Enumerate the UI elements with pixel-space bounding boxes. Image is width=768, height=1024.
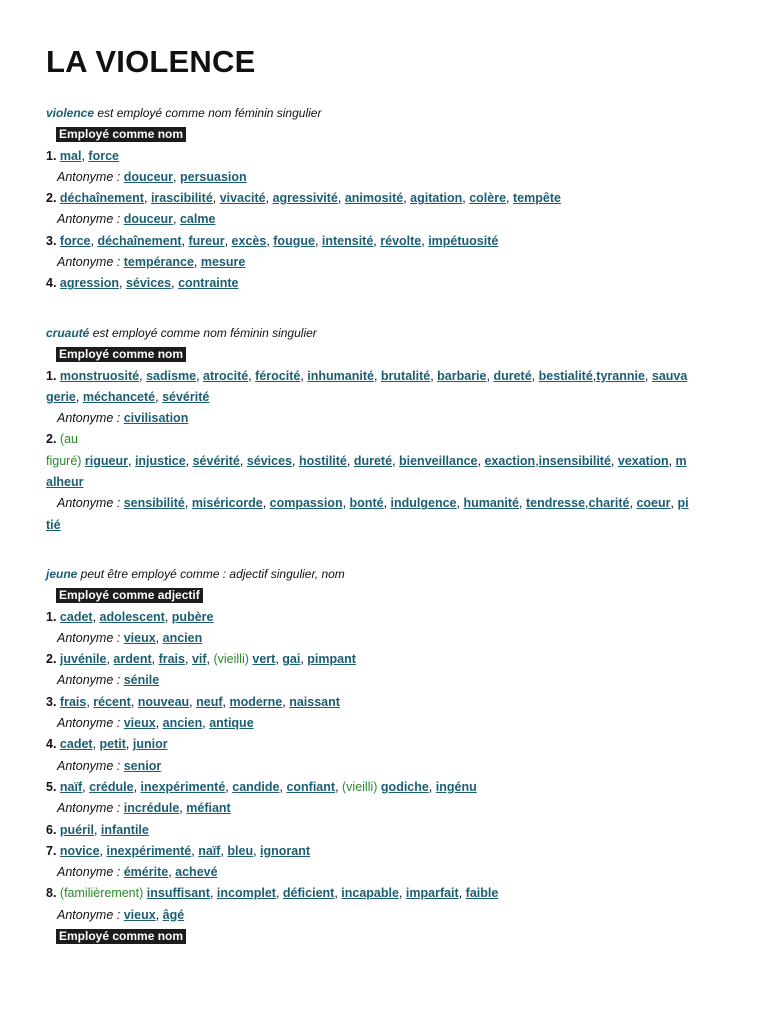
synonym-link[interactable]: frais bbox=[59, 694, 87, 709]
antonym-label: Antonyme : bbox=[57, 630, 121, 645]
synonym-link[interactable]: junior bbox=[132, 737, 168, 752]
synonym-link[interactable]: sauva bbox=[651, 368, 688, 383]
synonym-link[interactable]: méchanceté bbox=[82, 389, 156, 404]
antonym-label: Antonyme : bbox=[57, 255, 121, 270]
antonym-link[interactable]: tempérance bbox=[123, 255, 194, 270]
synonym-link[interactable]: intensité bbox=[321, 233, 374, 248]
definition-row: 7. novice, inexpérimenté, naïf, bleu, ignorant bbox=[46, 843, 311, 858]
antonym-link[interactable]: tendresse bbox=[525, 496, 586, 511]
antonym-link[interactable]: persuasion bbox=[179, 169, 247, 184]
synonym-link[interactable]: insuffisant bbox=[146, 886, 210, 901]
antonym-link[interactable]: antique bbox=[209, 716, 254, 731]
definition-number: 4. bbox=[46, 276, 57, 291]
synonym-link[interactable]: atrocité bbox=[203, 368, 249, 383]
synonym-link[interactable]: vif bbox=[191, 652, 207, 667]
synonym-link[interactable]: bienveillance bbox=[399, 453, 478, 468]
usage-row bbox=[46, 585, 726, 606]
antonym-link[interactable]: achevé bbox=[175, 865, 218, 880]
definition-row: 5. naïf, crédule, inexpérimenté, candide, confiant, (vieilli) godiche, ingénu bbox=[46, 779, 477, 794]
usage-badge: Employé comme nom bbox=[56, 347, 186, 362]
entry-violence bbox=[46, 103, 726, 295]
synonym-link[interactable]: sévices bbox=[125, 276, 172, 291]
antonym-label: Antonyme : bbox=[57, 169, 121, 184]
antonym-link[interactable]: coeur bbox=[636, 496, 671, 511]
synonym-link[interactable]: fougue bbox=[273, 233, 315, 248]
synonym-link[interactable]: révolte bbox=[380, 233, 422, 248]
synonym-link[interactable]: agressivité bbox=[272, 191, 338, 206]
usage-badge: Employé comme nom bbox=[56, 929, 186, 944]
synonym-link[interactable]: ignorant bbox=[260, 843, 311, 858]
synonym-link[interactable]: déficient bbox=[282, 886, 335, 901]
entry-jeune bbox=[46, 564, 726, 947]
synonym-link[interactable]: petit bbox=[99, 737, 126, 752]
antonym-link[interactable]: compassion bbox=[269, 496, 343, 511]
entry-intro: cruauté est employé comme nom féminin singulier bbox=[46, 326, 317, 340]
definition-row: 3. force, déchaînement, fureur, excès, fougue, intensité, révolte, impétuosité bbox=[46, 233, 499, 248]
synonym-link[interactable]: excès bbox=[231, 233, 267, 248]
antonym-link[interactable]: douceur bbox=[123, 169, 174, 184]
synonym-link[interactable]: bestialité bbox=[538, 368, 593, 383]
usage-row bbox=[46, 344, 726, 365]
antonym-label: Antonyme : bbox=[57, 865, 121, 880]
synonym-link[interactable]: contrainte bbox=[178, 276, 239, 291]
antonym-row bbox=[46, 756, 726, 777]
synonym-link[interactable]: juvénile bbox=[59, 652, 107, 667]
synonym-link[interactable]: sévérité bbox=[192, 453, 240, 468]
definition-row: 1. mal, force bbox=[46, 148, 119, 163]
synonym-link[interactable]: déchaînement bbox=[59, 191, 144, 206]
synonym-link[interactable]: mal bbox=[59, 148, 82, 163]
antonym-link[interactable]: méfiant bbox=[186, 801, 231, 816]
synonym-link[interactable]: impétuosité bbox=[428, 233, 499, 248]
synonym-link[interactable]: crédule bbox=[89, 779, 134, 794]
definition-row: gerie, méchanceté, sévérité bbox=[46, 389, 210, 404]
definition-row: 2. (au bbox=[46, 432, 78, 447]
antonym-link[interactable]: bonté bbox=[349, 496, 384, 511]
synonym-link[interactable]: tyrannie bbox=[596, 368, 645, 383]
antonym-label: Antonyme : bbox=[57, 758, 121, 773]
antonym-link[interactable]: indulgence bbox=[390, 496, 457, 511]
antonym-row: Antonyme : douceur, persuasion bbox=[57, 169, 247, 184]
definition-row: 8. (familièrement) insuffisant, incomplet, déficient, incapable, imparfait, faible bbox=[46, 886, 499, 901]
definition-number: 3. bbox=[46, 694, 57, 709]
usage-badge: Employé comme nom bbox=[56, 127, 186, 142]
synonym-link[interactable]: incapable bbox=[341, 886, 399, 901]
synonym-link[interactable]: naissant bbox=[289, 694, 340, 709]
synonym-link[interactable]: neuf bbox=[196, 694, 223, 709]
definition-number: 1. bbox=[46, 609, 57, 624]
antonym-link[interactable]: calme bbox=[179, 212, 216, 227]
synonym-link[interactable]: inexpérimenté bbox=[140, 779, 226, 794]
synonym-link[interactable]: irascibilité bbox=[150, 191, 213, 206]
antonym-row: Antonyme : émérite, achevé bbox=[57, 865, 218, 880]
antonym-row: Antonyme : vieux, ancien, antique bbox=[57, 716, 254, 731]
definition-row: 3. frais, récent, nouveau, neuf, moderne, naissant bbox=[46, 694, 340, 709]
definition-row: 2. juvénile, ardent, frais, vif, (vieilli) vert, gai, pimpant bbox=[46, 652, 356, 667]
synonym-link[interactable]: vivacité bbox=[219, 191, 266, 206]
synonym-link[interactable]: puéril bbox=[59, 822, 94, 837]
antonym-link[interactable]: émérite bbox=[123, 865, 169, 880]
antonym-link[interactable]: vieux bbox=[123, 630, 156, 645]
antonym-link[interactable]: pi bbox=[677, 496, 689, 511]
antonym-link[interactable]: mesure bbox=[200, 255, 246, 270]
synonym-link[interactable]: barbarie bbox=[437, 368, 487, 383]
antonym-link[interactable]: sénile bbox=[123, 673, 160, 688]
synonym-link[interactable]: imparfait bbox=[405, 886, 459, 901]
synonym-link[interactable]: colère bbox=[469, 191, 507, 206]
antonym-row: Antonyme : vieux, ancien bbox=[57, 630, 203, 645]
antonym-label: Antonyme : bbox=[57, 673, 121, 688]
synonym-link[interactable]: hostilité bbox=[298, 453, 347, 468]
synonym-link[interactable]: récent bbox=[93, 694, 131, 709]
usage-row bbox=[46, 124, 726, 145]
antonym-link[interactable]: humanité bbox=[463, 496, 520, 511]
synonym-link[interactable]: déchaînement bbox=[97, 233, 182, 248]
synonym-link[interactable]: exaction bbox=[484, 453, 536, 468]
definition-row: Antonyme : sensibilité, miséricorde, compassion, bonté, indulgence, humanité, tendresse,charité, coeur, pi bbox=[57, 496, 689, 511]
page-title: LA VIOLENCE bbox=[46, 44, 256, 79]
antonym-row bbox=[46, 408, 726, 429]
synonym-link[interactable]: animosité bbox=[344, 191, 404, 206]
antonym-link[interactable]: tié bbox=[46, 517, 61, 532]
definition-row: 1. cadet, adolescent, pubère bbox=[46, 609, 214, 624]
synonym-link[interactable]: vexation bbox=[617, 453, 669, 468]
synonym-link[interactable]: force bbox=[88, 148, 119, 163]
synonym-link[interactable]: agitation bbox=[410, 191, 463, 206]
antonym-link[interactable]: vieux bbox=[123, 907, 156, 922]
usage-badge: Employé comme adjectif bbox=[56, 588, 203, 603]
antonym-label: Antonyme : bbox=[57, 716, 121, 731]
definition-row: figuré) rigueur, injustice, sévérité, sévices, hostilité, dureté, bienveillance, exaction,insensibilité, vexation, m bbox=[46, 453, 687, 468]
synonym-link[interactable]: inhumanité bbox=[307, 368, 374, 383]
antonym-link[interactable]: vieux bbox=[123, 716, 156, 731]
synonym-link[interactable]: faible bbox=[465, 886, 499, 901]
headword: violence bbox=[46, 106, 95, 120]
antonym-link[interactable]: senior bbox=[123, 758, 162, 773]
entry-cruaute bbox=[46, 323, 726, 536]
synonym-link[interactable]: m bbox=[675, 453, 687, 468]
synonym-link[interactable]: sévérité bbox=[162, 389, 210, 404]
synonym-link[interactable]: moderne bbox=[229, 694, 283, 709]
synonym-link[interactable]: tempête bbox=[513, 191, 561, 206]
definition-row: 2. déchaînement, irascibilité, vivacité, agressivité, animosité, agitation, colère, tempête bbox=[46, 191, 561, 206]
definition-number: 6. bbox=[46, 822, 57, 837]
synonym-link[interactable]: gerie bbox=[46, 389, 76, 404]
antonym-label: Antonyme : bbox=[57, 907, 121, 922]
synonym-link[interactable]: pubère bbox=[171, 609, 214, 624]
synonym-link[interactable]: agression bbox=[59, 276, 119, 291]
antonym-label: Antonyme : bbox=[57, 212, 121, 227]
synonym-link[interactable]: nouveau bbox=[137, 694, 190, 709]
synonym-link[interactable]: bleu bbox=[227, 843, 254, 858]
antonym-link[interactable]: douceur bbox=[123, 212, 174, 227]
synonym-link[interactable]: frais bbox=[158, 652, 185, 667]
usage-row bbox=[46, 926, 726, 947]
entry-intro: violence est employé comme nom féminin singulier bbox=[46, 106, 322, 120]
definition-number: 2. bbox=[46, 191, 57, 206]
antonym-link[interactable]: ancien bbox=[162, 716, 203, 731]
definition-row: 4. cadet, petit, junior bbox=[46, 737, 168, 752]
synonym-link[interactable]: godiche bbox=[380, 779, 429, 794]
synonym-link[interactable]: monstruosité bbox=[59, 368, 140, 383]
headword: cruauté bbox=[46, 326, 90, 340]
antonym-link[interactable]: incrédule bbox=[123, 801, 180, 816]
synonym-link[interactable]: ingénu bbox=[435, 779, 477, 794]
synonym-link[interactable]: infantile bbox=[100, 822, 149, 837]
antonym-link[interactable]: miséricorde bbox=[191, 496, 263, 511]
synonym-link[interactable]: fureur bbox=[188, 233, 225, 248]
synonym-link[interactable]: injustice bbox=[134, 453, 186, 468]
synonym-link[interactable]: dureté bbox=[353, 453, 393, 468]
antonym-row: Antonyme : incrédule, méfiant bbox=[57, 801, 231, 816]
definition-number: 3. bbox=[46, 233, 57, 248]
definition-number: 1. bbox=[46, 148, 57, 163]
antonym-link[interactable]: charité bbox=[588, 496, 630, 511]
synonym-link[interactable]: confiant bbox=[286, 779, 336, 794]
definition-row: 6. puéril, infantile bbox=[46, 822, 149, 837]
antonym-row: Antonyme : tempérance, mesure bbox=[57, 255, 246, 270]
synonym-link[interactable]: sadisme bbox=[146, 368, 197, 383]
synonym-link[interactable]: novice bbox=[59, 843, 100, 858]
synonym-link[interactable]: gai bbox=[282, 652, 301, 667]
definition-row bbox=[46, 515, 726, 536]
antonym-link[interactable]: sensibilité bbox=[123, 496, 185, 511]
synonym-link[interactable]: force bbox=[59, 233, 91, 248]
antonym-link[interactable]: civilisation bbox=[123, 411, 189, 426]
definition-row bbox=[46, 472, 726, 493]
synonym-link[interactable]: adolescent bbox=[99, 609, 165, 624]
synonym-link[interactable]: brutalité bbox=[380, 368, 431, 383]
antonym-link[interactable]: ancien bbox=[162, 630, 203, 645]
synonym-link[interactable]: dureté bbox=[493, 368, 532, 383]
definition-row: 1. monstruosité, sadisme, atrocité, férocité, inhumanité, brutalité, barbarie, dureté, bestialité,tyrannie, sauva bbox=[46, 368, 688, 383]
entry-intro: jeune peut être employé comme : adjectif singulier, nom bbox=[46, 567, 345, 581]
synonym-link[interactable]: ardent bbox=[113, 652, 152, 667]
antonym-link[interactable]: âgé bbox=[162, 907, 185, 922]
synonym-link[interactable]: naïf bbox=[59, 779, 83, 794]
synonym-link[interactable]: naïf bbox=[198, 843, 221, 858]
synonym-link[interactable]: cadet bbox=[59, 737, 93, 752]
headword: jeune bbox=[46, 567, 78, 581]
synonym-link[interactable]: férocité bbox=[255, 368, 301, 383]
synonym-link[interactable]: insensibilité bbox=[538, 453, 611, 468]
synonym-link[interactable]: inexpérimenté bbox=[106, 843, 192, 858]
definition-number: 7. bbox=[46, 843, 57, 858]
synonym-link[interactable]: incomplet bbox=[216, 886, 276, 901]
antonym-label: Antonyme : bbox=[57, 801, 121, 816]
definition-number: 4. bbox=[46, 737, 57, 752]
definition-row: 4. agression, sévices, contrainte bbox=[46, 276, 239, 291]
synonym-link[interactable]: alheur bbox=[46, 475, 84, 490]
antonym-label: Antonyme : bbox=[57, 411, 121, 426]
synonym-link[interactable]: cadet bbox=[59, 609, 93, 624]
synonym-link[interactable]: sévices bbox=[246, 453, 293, 468]
antonym-row: Antonyme : vieux, âgé bbox=[57, 907, 185, 922]
synonym-link[interactable]: candide bbox=[232, 779, 280, 794]
antonym-row: Antonyme : douceur, calme bbox=[57, 212, 216, 227]
antonym-row bbox=[46, 670, 726, 691]
synonym-link[interactable]: pimpant bbox=[307, 652, 356, 667]
synonym-link[interactable]: rigueur bbox=[84, 453, 128, 468]
synonym-link[interactable]: vert bbox=[252, 652, 276, 667]
